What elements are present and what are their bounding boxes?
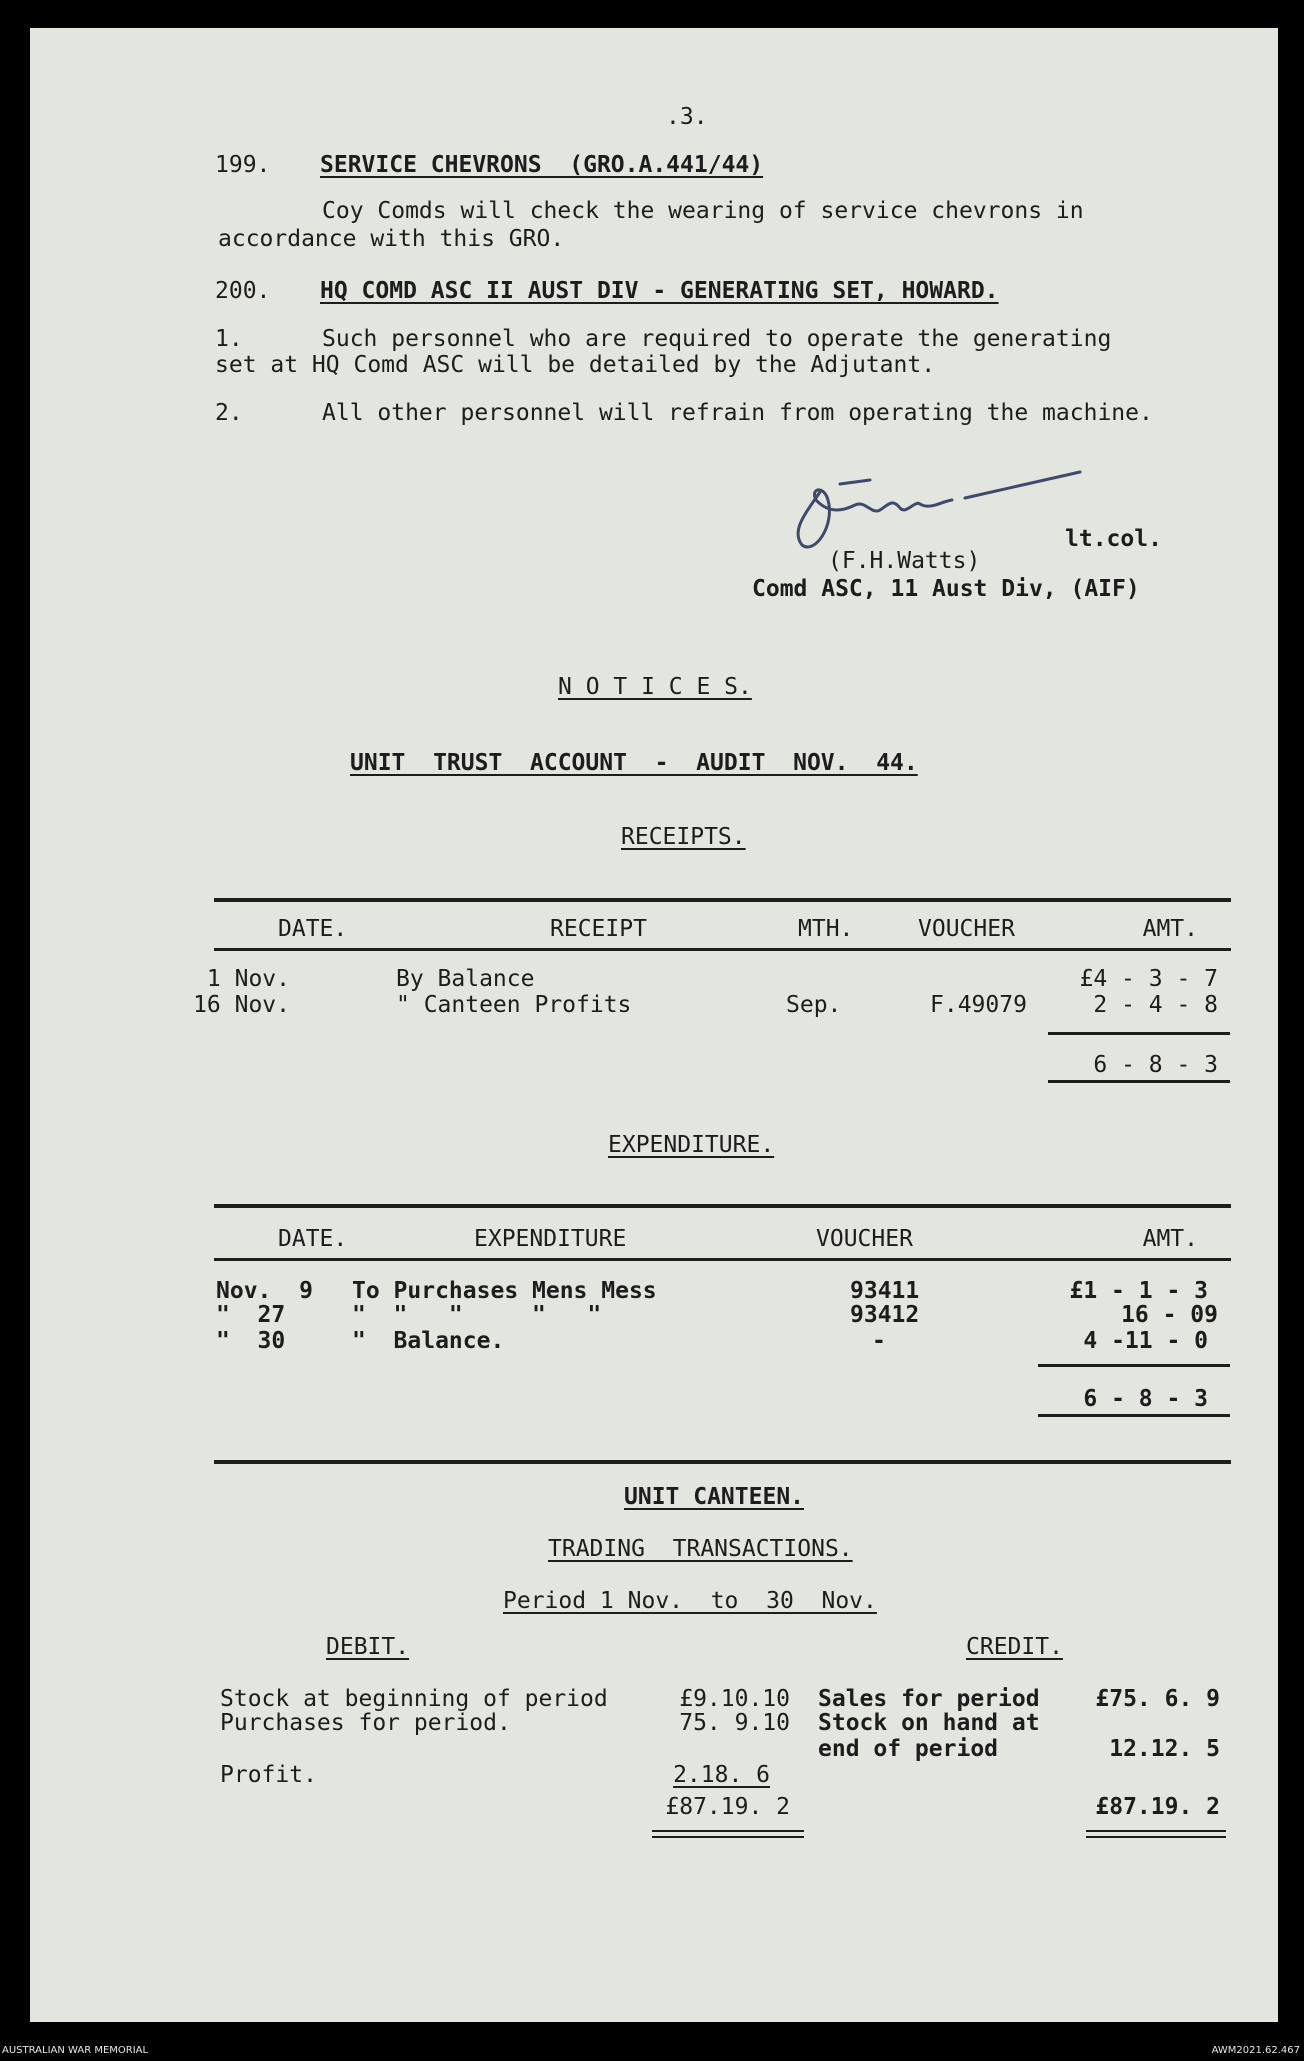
item-200-number: 200. <box>215 278 271 304</box>
expenditure-heading: EXPENDITURE. <box>608 1132 775 1158</box>
item-200-para1-line2: set at HQ Comd ASC will be detailed by the Adjutant. <box>215 352 936 378</box>
receipts-col-amount: AMT. <box>1142 916 1198 942</box>
unit-canteen-heading: UNIT CANTEEN. <box>624 1484 805 1510</box>
expenditure-total-rule <box>1038 1414 1230 1417</box>
credit-row3-label: end of period <box>818 1736 999 1762</box>
page-number: .3. <box>666 104 708 130</box>
expenditure-col-voucher: VOUCHER <box>816 1226 913 1252</box>
debit-label: DEBIT. <box>326 1634 410 1660</box>
expenditure-row3-desc: " Balance. <box>352 1328 505 1354</box>
trust-account-heading: UNIT TRUST ACCOUNT - AUDIT NOV. 44. <box>350 750 918 776</box>
expenditure-row2-voucher: 93412 <box>850 1302 920 1328</box>
trading-transactions-heading: TRADING TRANSACTIONS. <box>548 1536 853 1562</box>
expenditure-row2-date: " 27 <box>216 1302 286 1328</box>
receipts-col-receipt: RECEIPT <box>550 916 647 942</box>
signature-name: (F.H.Watts) <box>828 548 981 574</box>
receipts-subtotal-rule <box>1048 1032 1230 1035</box>
receipts-col-month: MTH. <box>798 916 854 942</box>
receipts-header-rule <box>214 948 1231 951</box>
expenditure-row1-voucher: 93411 <box>850 1278 920 1304</box>
expenditure-col-amount: AMT. <box>1142 1226 1198 1252</box>
expenditure-row2-amount: 16 - 09 <box>1121 1302 1218 1328</box>
signature-title: Comd ASC, 11 Aust Div, (AIF) <box>752 576 1140 602</box>
receipts-total-rule <box>1048 1080 1230 1083</box>
receipts-col-voucher: VOUCHER <box>918 916 1015 942</box>
receipts-row1-amount: £4 - 3 - 7 <box>1079 966 1218 992</box>
expenditure-bottom-rule <box>214 1460 1231 1464</box>
expenditure-row3-voucher: - <box>872 1328 886 1354</box>
item-200-para2-number: 2. <box>215 400 243 426</box>
debit-total-rule-2 <box>652 1836 804 1838</box>
expenditure-col-expenditure: EXPENDITURE <box>474 1226 627 1252</box>
credit-row1-amount: £75. 6. 9 <box>1095 1686 1220 1712</box>
expenditure-subtotal-rule <box>1038 1364 1230 1367</box>
expenditure-row1-desc: To Purchases Mens Mess <box>352 1278 657 1304</box>
credit-total: £87.19. 2 <box>1095 1794 1220 1820</box>
receipts-row2-month: Sep. <box>786 992 842 1018</box>
expenditure-row3-date: " 30 <box>216 1328 286 1354</box>
item-200-para1-line1: Such personnel who are required to operate the generating <box>322 326 1112 352</box>
credit-label: CREDIT. <box>966 1634 1063 1660</box>
receipts-row2-date: 16 Nov. <box>193 992 290 1018</box>
credit-row3-amount: 12.12. 5 <box>1109 1736 1220 1762</box>
receipts-row1-desc: By Balance <box>396 966 535 992</box>
debit-row2-amount: 75. 9.10 <box>679 1710 790 1736</box>
receipts-col-date: DATE. <box>278 916 348 942</box>
expenditure-col-date: DATE. <box>278 1226 348 1252</box>
credit-row2-label: Stock on hand at <box>818 1710 1040 1736</box>
handwritten-signature <box>780 470 1090 560</box>
debit-row2-label: Purchases for period. <box>220 1710 511 1736</box>
footer-source-label: AUSTRALIAN WAR MEMORIAL <box>2 2045 149 2056</box>
expenditure-top-rule <box>214 1204 1231 1208</box>
debit-total-rule-1 <box>652 1830 804 1832</box>
item-199-number: 199. <box>215 152 271 178</box>
receipts-row1-date: 1 Nov. <box>206 966 290 992</box>
receipts-heading: RECEIPTS. <box>621 824 746 850</box>
signature-rank: lt.col. <box>1065 526 1162 552</box>
debit-row1-label: Stock at beginning of period <box>220 1686 608 1712</box>
footer-accession-number: AWM2021.62.467 <box>1211 2045 1300 2056</box>
receipts-row2-desc: " Canteen Profits <box>396 992 632 1018</box>
period-heading: Period 1 Nov. to 30 Nov. <box>503 1588 877 1614</box>
expenditure-row1-date: Nov. 9 <box>216 1278 313 1304</box>
item-199-text-2: accordance with this GRO. <box>218 226 565 252</box>
receipts-top-rule <box>214 898 1231 902</box>
expenditure-header-rule <box>214 1258 1231 1261</box>
receipts-row2-voucher: F.49079 <box>930 992 1027 1018</box>
item-199-text-1: Coy Comds will check the wearing of service chevrons in <box>322 198 1084 224</box>
receipts-row2-amount: 2 - 4 - 8 <box>1093 992 1218 1018</box>
item-200-para2-line1: All other personnel will refrain from operating the machine. <box>322 400 1153 426</box>
debit-row3-label: Profit. <box>220 1762 317 1788</box>
expenditure-row3-amount: 4 -11 - 0 <box>1083 1328 1208 1354</box>
item-200-para1-number: 1. <box>215 326 243 352</box>
notices-heading: N O T I C E S. <box>558 674 752 700</box>
credit-total-rule-1 <box>1086 1830 1226 1832</box>
credit-total-rule-2 <box>1086 1836 1226 1838</box>
receipts-total: 6 - 8 - 3 <box>1093 1052 1218 1078</box>
debit-total: £87.19. 2 <box>665 1794 790 1820</box>
expenditure-row1-amount: £1 - 1 - 3 <box>1069 1278 1208 1304</box>
expenditure-row2-desc: " " " " " <box>352 1302 602 1328</box>
debit-row3-amount: 2.18. 6 <box>673 1762 770 1788</box>
credit-row1-label: Sales for period <box>818 1686 1040 1712</box>
debit-row1-amount: £9.10.10 <box>679 1686 790 1712</box>
expenditure-total: 6 - 8 - 3 <box>1083 1386 1208 1412</box>
item-199-heading: SERVICE CHEVRONS (GRO.A.441/44) <box>320 152 764 178</box>
item-200-heading: HQ COMD ASC II AUST DIV - GENERATING SET, HOWARD. <box>320 278 999 304</box>
